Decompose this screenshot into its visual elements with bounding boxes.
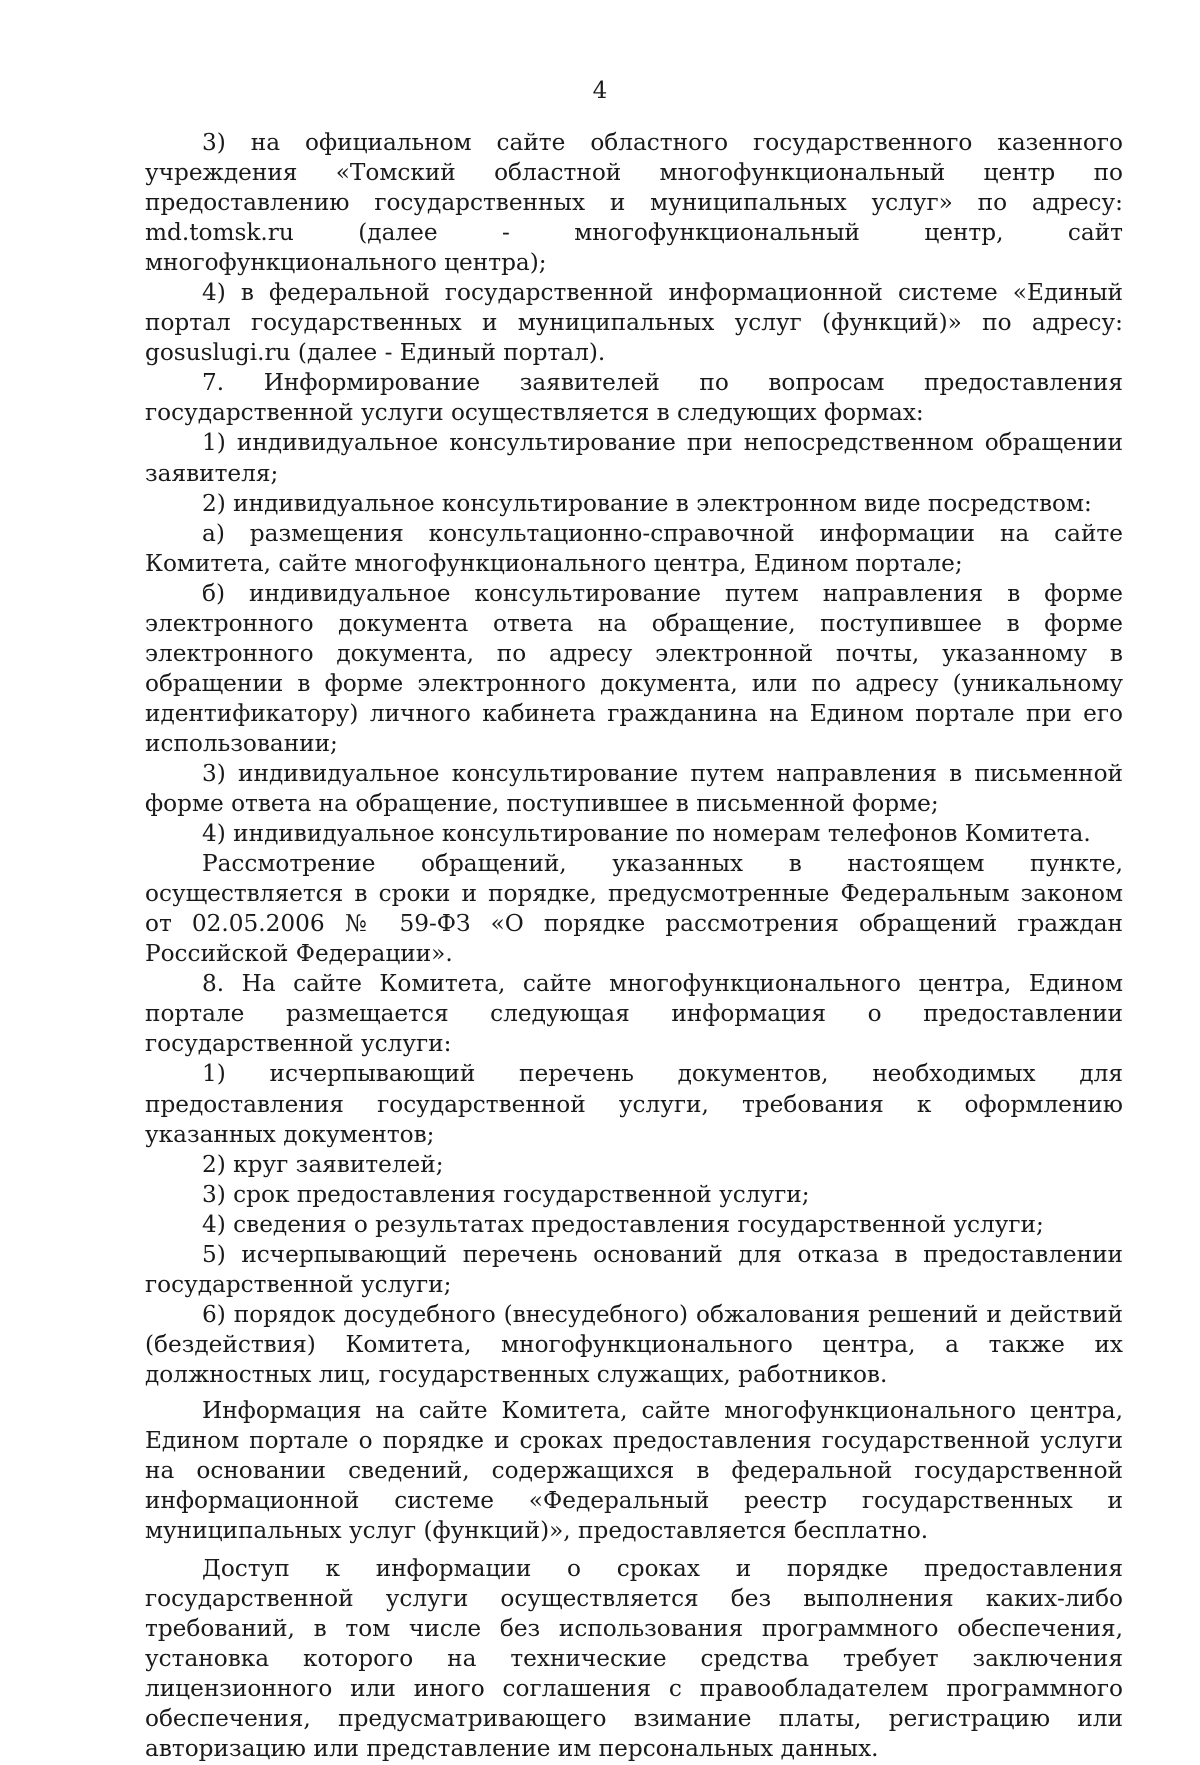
paragraph-written-reply: 3) индивидуальное консультирование путем направления в письменной форме ответа на обращение, поступившее в письменной форме;: [145, 759, 1123, 818]
document-body: [145, 128, 1123, 1765]
paragraph-service-results: 4) сведения о результатах предоставления государственной услуги;: [202, 1210, 1044, 1238]
paragraph-appeal-procedure: 6) порядок досудебного (внесудебного) обжалования решений и действий (бездействия) Комитета, многофункционального центра, а также их должностных лиц, государственных служащих, работников.: [145, 1300, 1123, 1388]
paragraph-refusal-grounds: 5) исчерпывающий перечень оснований для отказа в предоставлении государственной услуги;: [145, 1240, 1123, 1298]
paragraph-electronic-document-reply: б) индивидуальное консультирование путем направления в форме электронного документа ответа на обращение, поступившее в форме электронного документа, по адресу электронной почты, указанному в обращении в форме электронного документа, или по адресу (уникальному идентификатору) личного кабинета гражданина на Едином портале при его использовании;: [145, 579, 1123, 757]
paragraph-phone-consultation: 4) индивидуальное консультирование по номерам телефонов Комитета.: [202, 820, 1091, 848]
paragraph-consideration-terms: Рассмотрение обращений, указанных в настоящем пункте, осуществляется в сроки и порядке, предусмотренные Федеральным законом от 02.05.2006 № 59-ФЗ «О порядке рассмотрения обращений граждан Российской Федерации».: [145, 850, 1123, 968]
paragraph-free-information: Информация на сайте Комитета, сайте многофункционального центра, Едином портале о порядке и сроках предоставления государственной услуги на основании сведений, содержащихся в федеральной государственной информационной системе «Федеральный реестр государственных и муниципальных услуг (функций)», предоставляется бесплатно.: [145, 1396, 1123, 1545]
paragraph-item-8-posted-info: 8. На сайте Комитета, сайте многофункционального центра, Едином портале размещается следующая информация о предоставлении государственной услуги:: [145, 970, 1123, 1058]
paragraph-official-site-mfc: 3) на официальном сайте областного государственного казенного учреждения «Томский областной многофункциональный центр по предоставлению государственных и муниципальных услуг» по адресу: md.tomsk.ru (далее - многофункциональный центр, сайт многофункционального центра);: [145, 129, 1123, 277]
paragraph-unified-portal: 4) в федеральной государственной информационной системе «Единый портал государственных и муниципальных услуг (функций)» по адресу: gosuslugi.ru (далее - Единый портал).: [145, 279, 1123, 367]
paragraph-documents-list: 1) исчерпывающий перечень документов, необходимых для предоставления государственной услуги, требования к оформлению указанных документов;: [145, 1060, 1123, 1148]
page-number: 4: [592, 78, 608, 104]
paragraph-individual-in-person: 1) индивидуальное консультирование при непосредственном обращении заявителя;: [145, 429, 1123, 487]
paragraph-service-term: 3) срок предоставления государственной услуги;: [202, 1180, 810, 1208]
paragraph-applicants: 2) круг заявителей;: [202, 1150, 444, 1178]
paragraph-access-requirements: Доступ к информации о сроках и порядке предоставления государственной услуги осуществляется без выполнения каких-либо требований, в том числе без использования программного обеспечения, установка которого на технические средства требует заключения лицензионного или иного соглашения с правообладателем программного обеспечения, предусматривающего взимание платы, регистрацию или авторизацию или представление им персональных данных.: [145, 1555, 1123, 1763]
paragraph-individual-electronic: 2) индивидуальное консультирование в электронном виде посредством:: [202, 489, 1092, 517]
paragraph-posting-reference-info: а) размещения консультационно-справочной информации на сайте Комитета, сайте многофункционального центра, Едином портале;: [145, 519, 1123, 577]
paragraph-item-7-informing: 7. Информирование заявителей по вопросам предоставления государственной услуги осуществляется в следующих формах:: [145, 369, 1123, 427]
